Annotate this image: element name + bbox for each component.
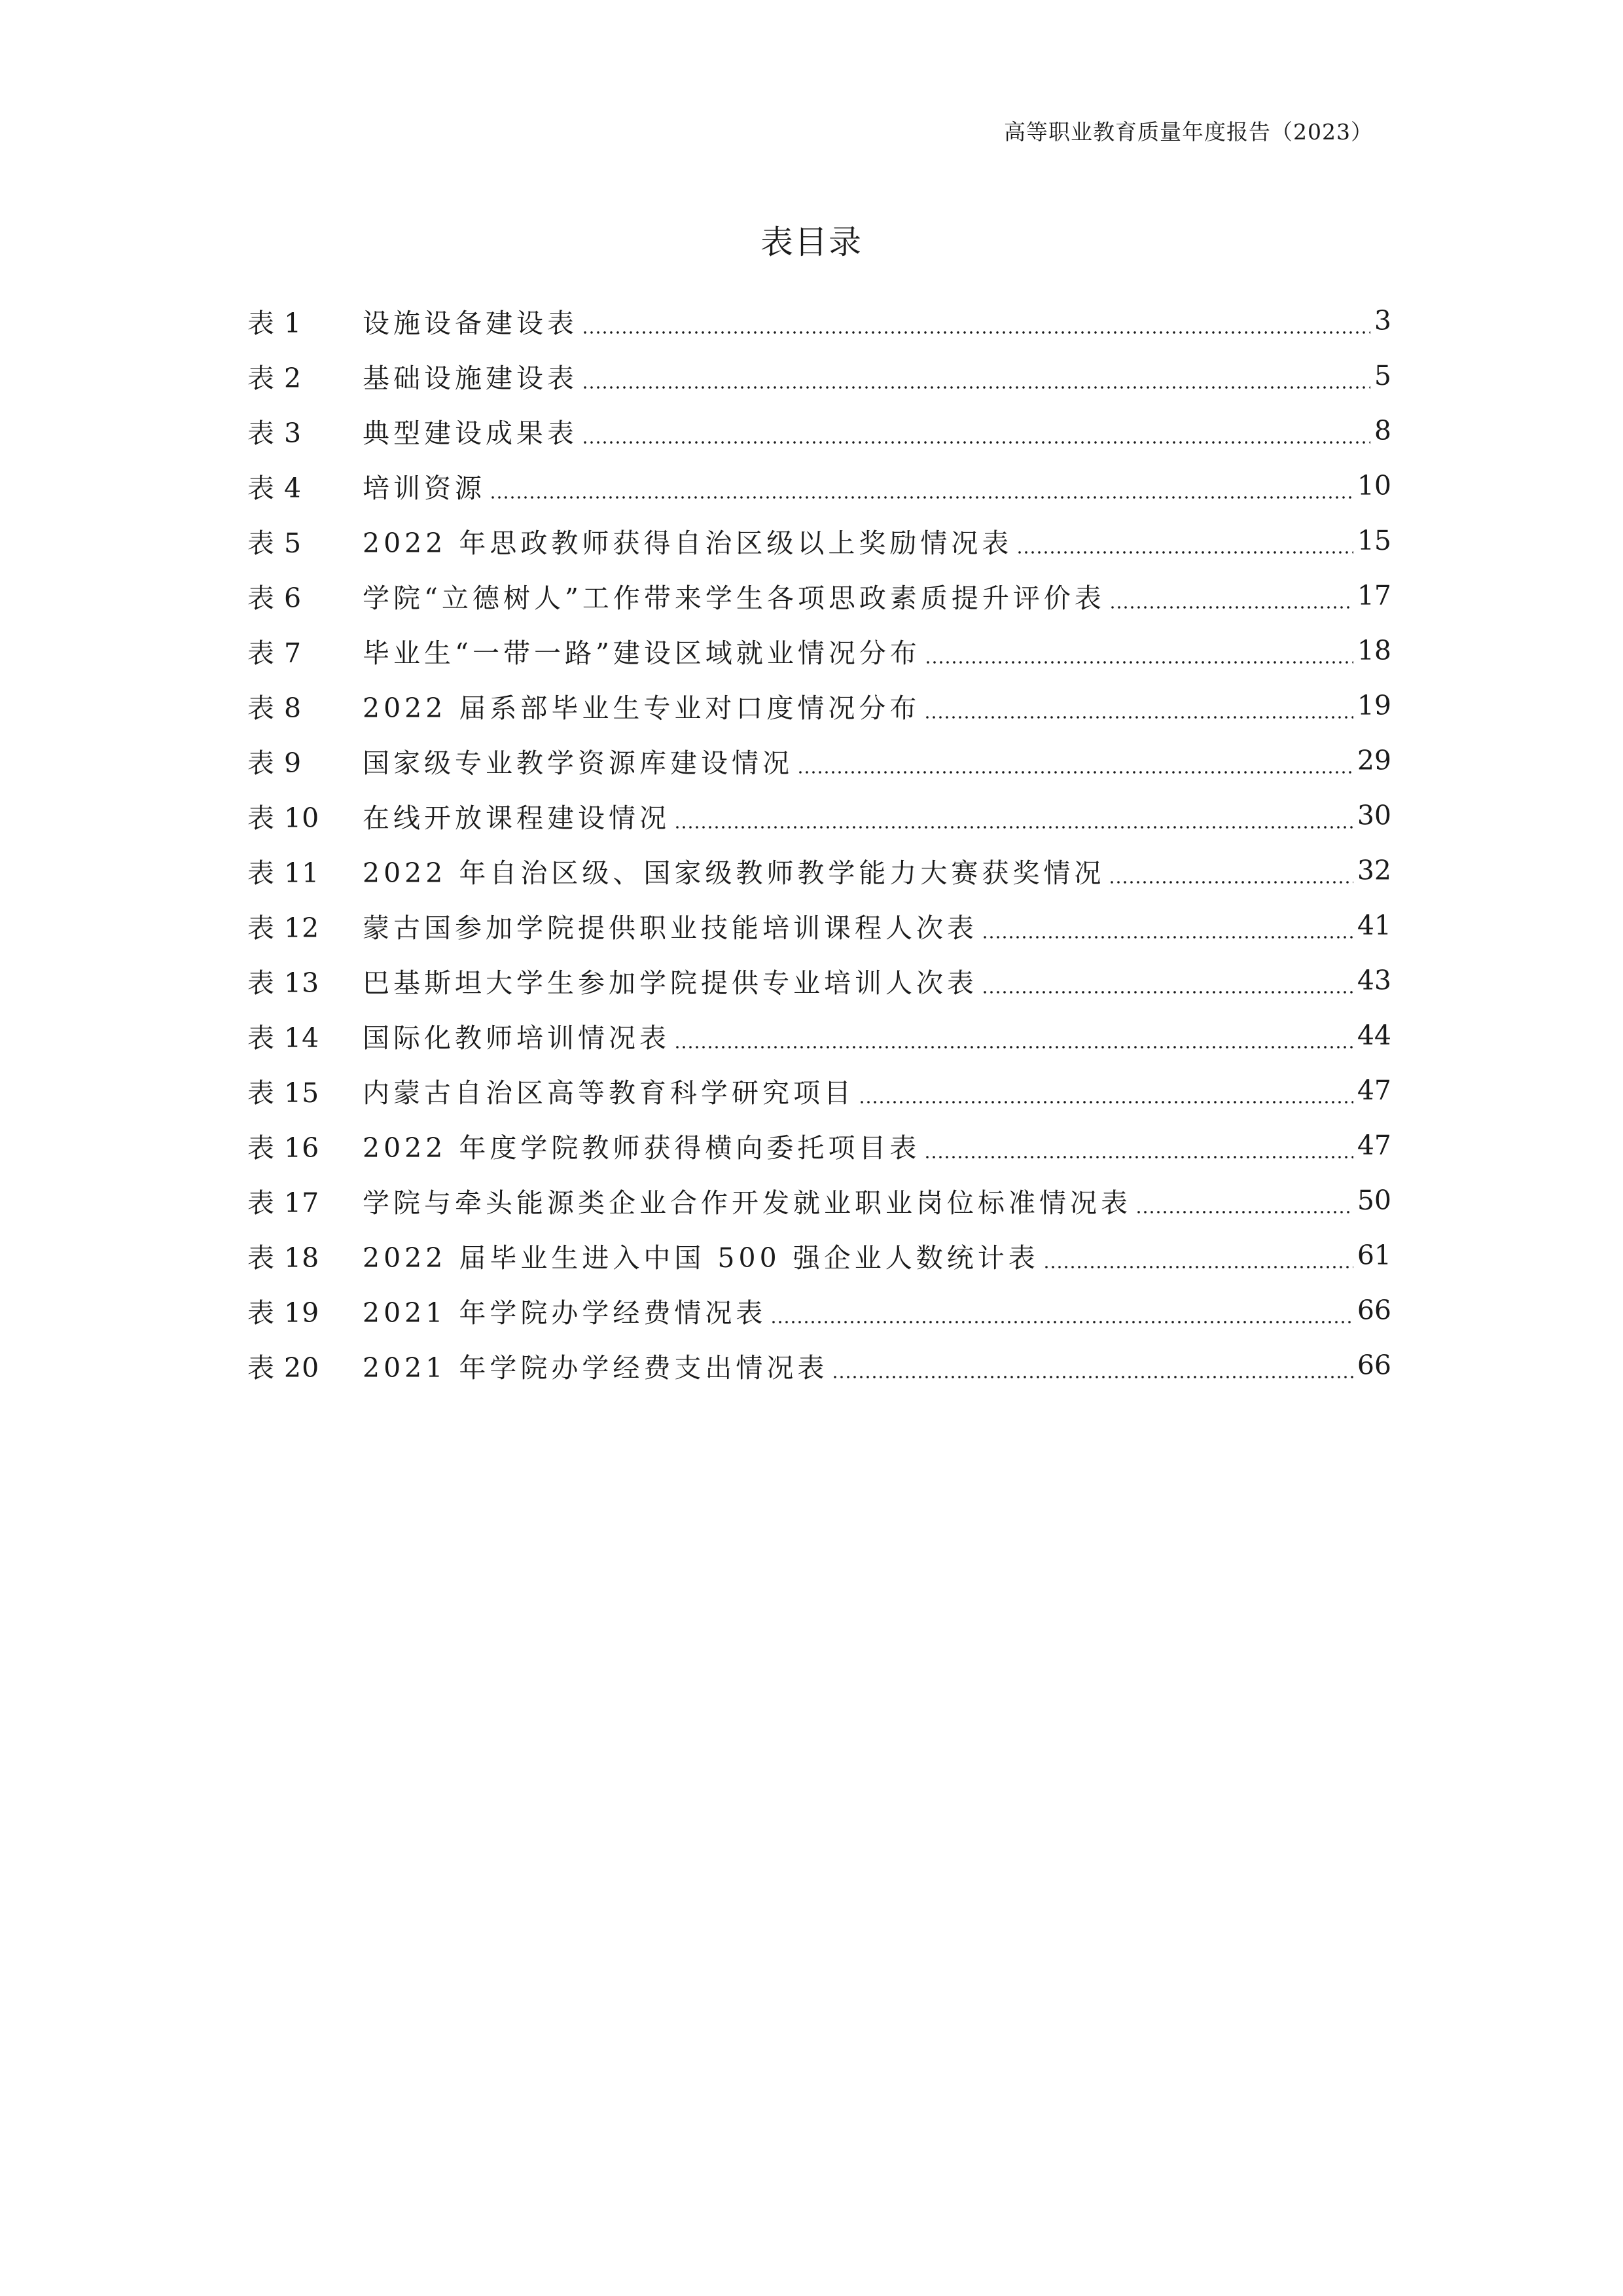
toc-entry-page: 3: [1374, 305, 1391, 336]
toc-entry-title: 国家级专业教学资源库建设情况: [363, 747, 793, 779]
toc-entry[interactable]: [247, 1118, 1391, 1173]
dot-leader: [490, 496, 1353, 499]
toc-entry-number: 表 9: [247, 747, 302, 779]
toc-entry-title: 毕业生“一带一路”建设区域就业情况分布: [363, 637, 921, 669]
table-of-contents: [247, 293, 1391, 1393]
dot-leader: [832, 1376, 1353, 1378]
toc-entry-title: 基础设施建设表: [363, 362, 578, 394]
toc-entry-page: 32: [1357, 855, 1391, 886]
dot-leader: [582, 441, 1370, 444]
toc-entry-number: 表 6: [247, 582, 302, 614]
toc-entry-number: 表 15: [247, 1077, 320, 1109]
toc-entry-number: 表 8: [247, 692, 302, 724]
dot-leader: [982, 991, 1353, 994]
toc-entry-title: 2022 届系部毕业生专业对口度情况分布: [363, 692, 921, 724]
toc-entry-number: 表 13: [247, 967, 320, 999]
toc-entry-page: 5: [1374, 360, 1391, 391]
toc-entry-title: 2021 年学院办学经费支出情况表: [363, 1352, 829, 1384]
toc-entry[interactable]: [247, 1283, 1391, 1338]
page-title: 表目录: [760, 223, 863, 261]
dot-leader: [924, 1156, 1353, 1158]
toc-entry-title: 巴基斯坦大学生参加学院提供专业培训人次表: [363, 967, 978, 999]
toc-entry-number: 表 5: [247, 527, 302, 559]
toc-entry-number: 表 16: [247, 1132, 320, 1164]
dot-leader: [1043, 1266, 1353, 1268]
toc-entry[interactable]: [247, 733, 1391, 788]
dot-leader: [674, 826, 1353, 829]
toc-entry-title: 学院与牵头能源类企业合作开发就业职业岗位标准情况表: [363, 1187, 1132, 1219]
toc-entry-title: 2022 年思政教师获得自治区级以上奖励情况表: [363, 527, 1013, 559]
dot-leader: [1109, 606, 1353, 609]
toc-entry-number: 表 11: [247, 857, 320, 889]
dot-leader: [925, 661, 1353, 664]
toc-entry-page: 29: [1357, 745, 1391, 776]
toc-entry-number: 表 3: [247, 417, 302, 449]
toc-entry-page: 15: [1357, 525, 1391, 556]
toc-entry-page: 66: [1357, 1295, 1391, 1326]
toc-entry-number: 表 20: [247, 1352, 320, 1384]
toc-entry[interactable]: [247, 348, 1391, 403]
toc-entry-page: 18: [1357, 635, 1391, 666]
toc-entry-number: 表 17: [247, 1187, 320, 1219]
dot-leader: [674, 1046, 1353, 1049]
toc-entry-title: 培训资源: [363, 472, 486, 504]
toc-entry[interactable]: [247, 623, 1391, 678]
toc-entry-number: 表 2: [247, 362, 302, 394]
toc-entry-title: 设施设备建设表: [363, 307, 578, 339]
toc-entry-page: 66: [1357, 1350, 1391, 1381]
toc-entry[interactable]: [247, 843, 1391, 898]
toc-entry[interactable]: [247, 568, 1391, 623]
dot-leader: [1016, 551, 1353, 554]
toc-entry-number: 表 7: [247, 637, 302, 669]
toc-entry-page: 30: [1357, 800, 1391, 831]
dot-leader: [582, 331, 1370, 334]
toc-entry-number: 表 4: [247, 472, 302, 504]
toc-entry[interactable]: [247, 953, 1391, 1008]
toc-entry[interactable]: [247, 293, 1391, 348]
toc-entry[interactable]: [247, 678, 1391, 733]
toc-entry-page: 17: [1357, 580, 1391, 611]
toc-entry[interactable]: [247, 1173, 1391, 1228]
toc-entry-title: 国际化教师培训情况表: [363, 1022, 670, 1054]
toc-entry-page: 61: [1357, 1240, 1391, 1271]
toc-entry-number: 表 10: [247, 802, 320, 834]
toc-entry-page: 47: [1357, 1075, 1391, 1106]
toc-entry-title: 2022 届毕业生进入中国 500 强企业人数统计表: [363, 1242, 1039, 1274]
toc-entry-page: 19: [1357, 690, 1391, 721]
dot-leader: [859, 1101, 1353, 1103]
toc-entry[interactable]: [247, 788, 1391, 843]
toc-entry[interactable]: [247, 1063, 1391, 1118]
dot-leader: [797, 771, 1353, 774]
dot-leader: [1109, 881, 1353, 884]
toc-entry[interactable]: [247, 513, 1391, 568]
toc-entry-title: 2022 年自治区级、国家级教师教学能力大赛获奖情况: [363, 857, 1105, 889]
toc-entry-page: 50: [1357, 1185, 1391, 1216]
toc-entry-title: 2021 年学院办学经费情况表: [363, 1297, 767, 1329]
toc-entry-title: 内蒙古自治区高等教育科学研究项目: [363, 1077, 855, 1109]
dot-leader: [582, 386, 1370, 389]
dot-leader: [982, 936, 1353, 939]
toc-entry-number: 表 12: [247, 912, 320, 944]
toc-entry-page: 10: [1357, 470, 1391, 501]
toc-entry-title: 典型建设成果表: [363, 417, 578, 449]
dot-leader: [924, 716, 1353, 719]
toc-entry[interactable]: [247, 898, 1391, 953]
toc-entry-title: 学院“立德树人”工作带来学生各项思政素质提升评价表: [363, 582, 1105, 614]
toc-entry-title: 蒙古国参加学院提供职业技能培训课程人次表: [363, 912, 978, 944]
toc-entry-title: 2022 年度学院教师获得横向委托项目表: [363, 1132, 921, 1164]
toc-entry-page: 41: [1357, 910, 1391, 941]
toc-entry-number: 表 14: [247, 1022, 320, 1054]
toc-entry-title: 在线开放课程建设情况: [363, 802, 670, 834]
toc-entry-number: 表 19: [247, 1297, 320, 1329]
dot-leader: [770, 1321, 1353, 1323]
toc-entry[interactable]: [247, 1008, 1391, 1063]
toc-entry[interactable]: [247, 1338, 1391, 1393]
toc-entry-page: 43: [1357, 965, 1391, 996]
toc-entry-page: 44: [1357, 1020, 1391, 1051]
toc-entry-page: 47: [1357, 1130, 1391, 1161]
toc-entry[interactable]: [247, 458, 1391, 513]
running-header: 高等职业教育质量年度报告（2023）: [1004, 119, 1373, 145]
toc-entry[interactable]: [247, 1228, 1391, 1283]
toc-entry-number: 表 1: [247, 307, 302, 339]
toc-entry-page: 8: [1374, 415, 1391, 446]
toc-entry[interactable]: [247, 403, 1391, 458]
dot-leader: [1135, 1211, 1353, 1213]
toc-entry-number: 表 18: [247, 1242, 320, 1274]
